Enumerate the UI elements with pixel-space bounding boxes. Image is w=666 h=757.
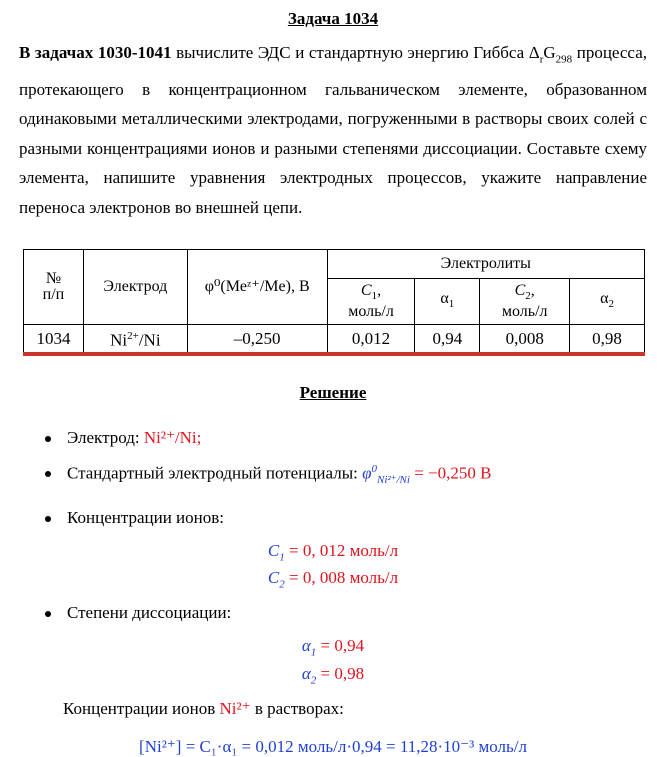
- header-electrode: Электрод: [83, 250, 187, 325]
- cell-a2: 0,98: [570, 325, 645, 354]
- header-a2: $\alpha_2$: [570, 279, 645, 325]
- header-electrolytes: Электролиты: [327, 250, 644, 279]
- header-c1: $C_1$, моль/л: [327, 279, 415, 325]
- header-c2: $C_2$, моль/л: [480, 279, 570, 325]
- bullet-icon: [45, 516, 51, 522]
- bullet-icon: [45, 436, 51, 442]
- data-table: [23, 249, 645, 354]
- header-a1: $\alpha_1$: [415, 279, 480, 325]
- header-number: № п/п: [24, 250, 84, 325]
- problem-range: В задачах 1030-1041: [19, 43, 172, 62]
- formula-a2: $\alpha_2 = 0,98$: [301, 664, 365, 687]
- cell-c2: 0,008: [480, 325, 570, 354]
- bullet-icon: [45, 471, 51, 477]
- cell-a1: 0,94: [415, 325, 480, 354]
- header-potential: φ⁰(Meᶻ⁺/Me), В: [187, 250, 327, 325]
- solution-title: Решение: [299, 383, 367, 402]
- formula-c1: $C_1 = 0$, 012 моль/л: [267, 541, 399, 564]
- table-row: [24, 325, 645, 354]
- cell-electrode: $Ni^{2+}/Ni$: [83, 325, 187, 354]
- bullet-icon: [45, 611, 51, 617]
- table-underline: [23, 354, 645, 356]
- cell-potential: –0,250: [187, 325, 327, 354]
- cell-number: 1034: [24, 325, 84, 354]
- cell-c1: 0,012: [327, 325, 415, 354]
- problem-title: Задача 1034: [287, 9, 379, 28]
- formula-c2: $C_2 = 0$, 008 моль/л: [267, 568, 399, 591]
- formula-ion-concentration: [Ni²⁺] = C₁·α₁ = 0,012 моль/л·0,94 = 11,28·10⁻³ моль/л: [139, 737, 527, 756]
- formula-a1: $\alpha_1 = 0,94$: [301, 636, 365, 659]
- ion-concentration-heading: Концентрации ионов Ni²⁺ в растворах:: [63, 699, 344, 718]
- problem-statement: В задачах 1030-1041 вычислите ЭДС и стандартную энергию Гиббса $\Delta_rG_{298}$ процесса, протекающего в концентрационном гальваническом элементе, образованном одинаковыми металлическими электродами, погруженными в растворы своих солей с разными концентрациями ионов и разными степенями диссоциации. Составьте схему элемента, напишите уравнения электродных процессов, укажите направление переноса электронов во внешней цепи.: [19, 43, 647, 217]
